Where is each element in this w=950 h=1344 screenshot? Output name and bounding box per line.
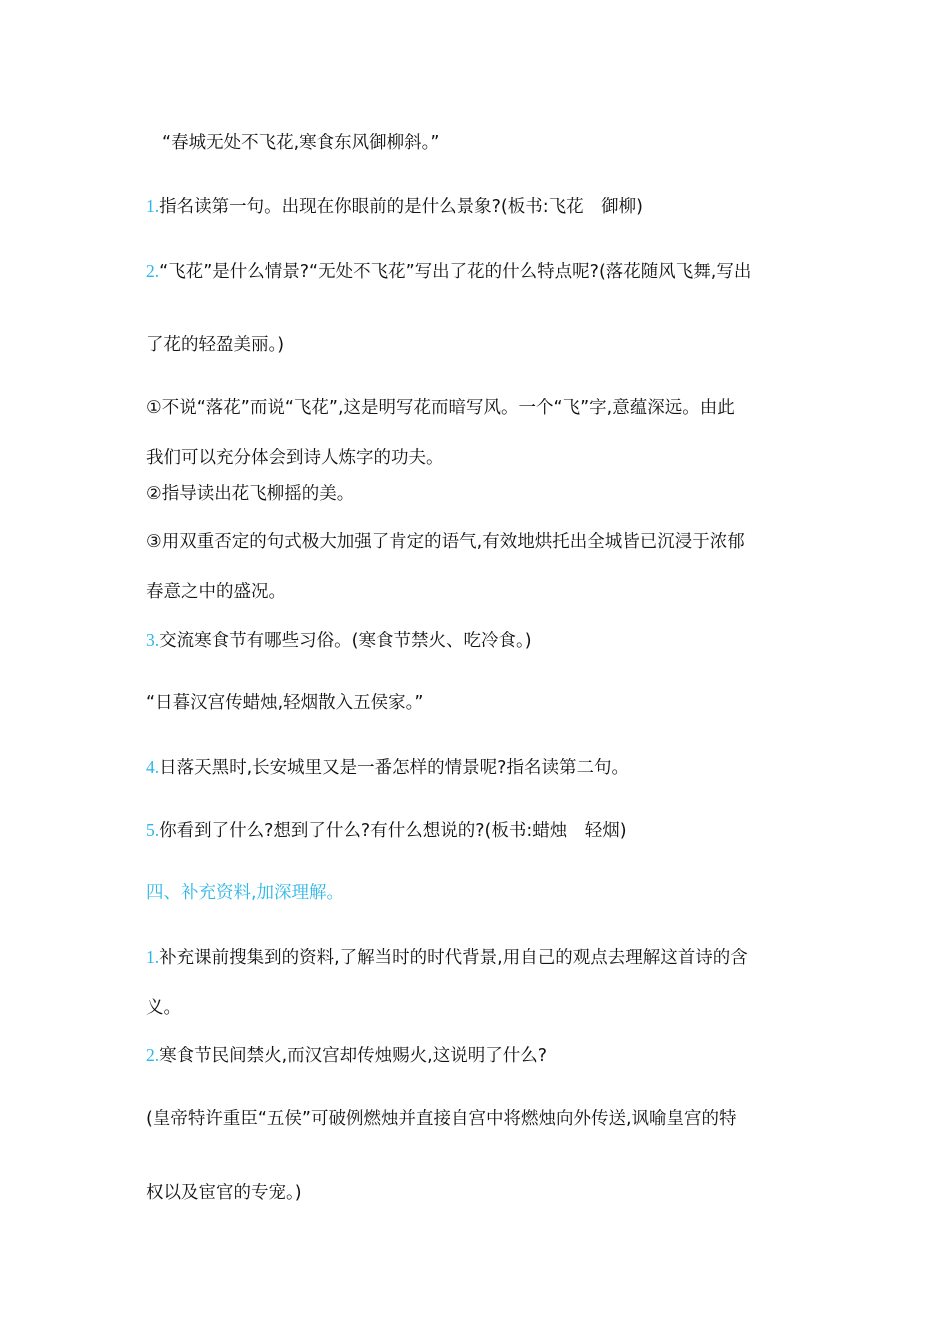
supplement-answer-continued: 权以及宦官的专宠。) (146, 1183, 302, 1203)
question-2-text: “飞花”是什么情景?“无处不飞花”写出了花的什么特点呢?(落花随风飞舞,写出 (159, 262, 752, 282)
question-2-number: 2. (146, 261, 160, 281)
question-1 (146, 194, 643, 219)
poem-line-2: “日暮汉宫传蜡烛,轻烟散入五侯家。” (146, 693, 424, 713)
question-2 (146, 259, 751, 284)
supplement-answer: (皇帝特许重臣“五侯”可破例燃烛并直接自宫中将燃烛向外传送,讽喻皇宫的特 (146, 1109, 737, 1129)
poem-line-1: “春城无处不飞花,寒食东风御柳斜。” (162, 133, 440, 153)
supplement-1-text: 补充课前搜集到的资料,了解当时的时代背景,用自己的观点去理解这首诗的含 (159, 948, 748, 968)
section-4-heading: 四、补充资料,加深理解。 (146, 883, 345, 903)
question-2-continued: 了花的轻盈美丽。) (146, 335, 285, 355)
question-5 (146, 818, 627, 843)
question-4-text: 日落天黑时,长安城里又是一番怎样的情景呢?指名读第二句。 (159, 758, 629, 778)
supplement-2 (146, 1043, 547, 1068)
supplement-1 (146, 945, 748, 970)
supplement-2-number: 2. (146, 1045, 160, 1065)
question-1-number: 1. (146, 196, 160, 216)
question-3-number: 3. (146, 630, 160, 650)
question-3 (146, 628, 532, 653)
question-3-text: 交流寒食节有哪些习俗。(寒食节禁火、吃冷食。) (159, 631, 532, 651)
question-4 (146, 755, 629, 780)
note-1: ①不说“落花”而说“飞花”,这是明写花而暗写风。一个“飞”字,意蕴深远。由此 (146, 398, 735, 418)
question-1-text: 指名读第一句。出现在你眼前的是什么景象?(板书:飞花 御柳) (159, 197, 643, 217)
question-4-number: 4. (146, 757, 160, 777)
note-3-continued: 春意之中的盛况。 (146, 582, 286, 602)
supplement-1-continued: 义。 (146, 998, 181, 1018)
supplement-1-number: 1. (146, 947, 160, 967)
question-5-text: 你看到了什么?想到了什么?有什么想说的?(板书:蜡烛 轻烟) (159, 821, 627, 841)
note-2: ②指导读出花飞柳摇的美。 (146, 484, 355, 504)
note-1-continued: 我们可以充分体会到诗人炼字的功夫。 (146, 448, 444, 468)
supplement-2-text: 寒食节民间禁火,而汉宫却传烛赐火,这说明了什么? (159, 1046, 548, 1066)
question-5-number: 5. (146, 820, 160, 840)
note-3: ③用双重否定的句式极大加强了肯定的语气,有效地烘托出全城皆已沉浸于浓郁 (146, 532, 745, 552)
